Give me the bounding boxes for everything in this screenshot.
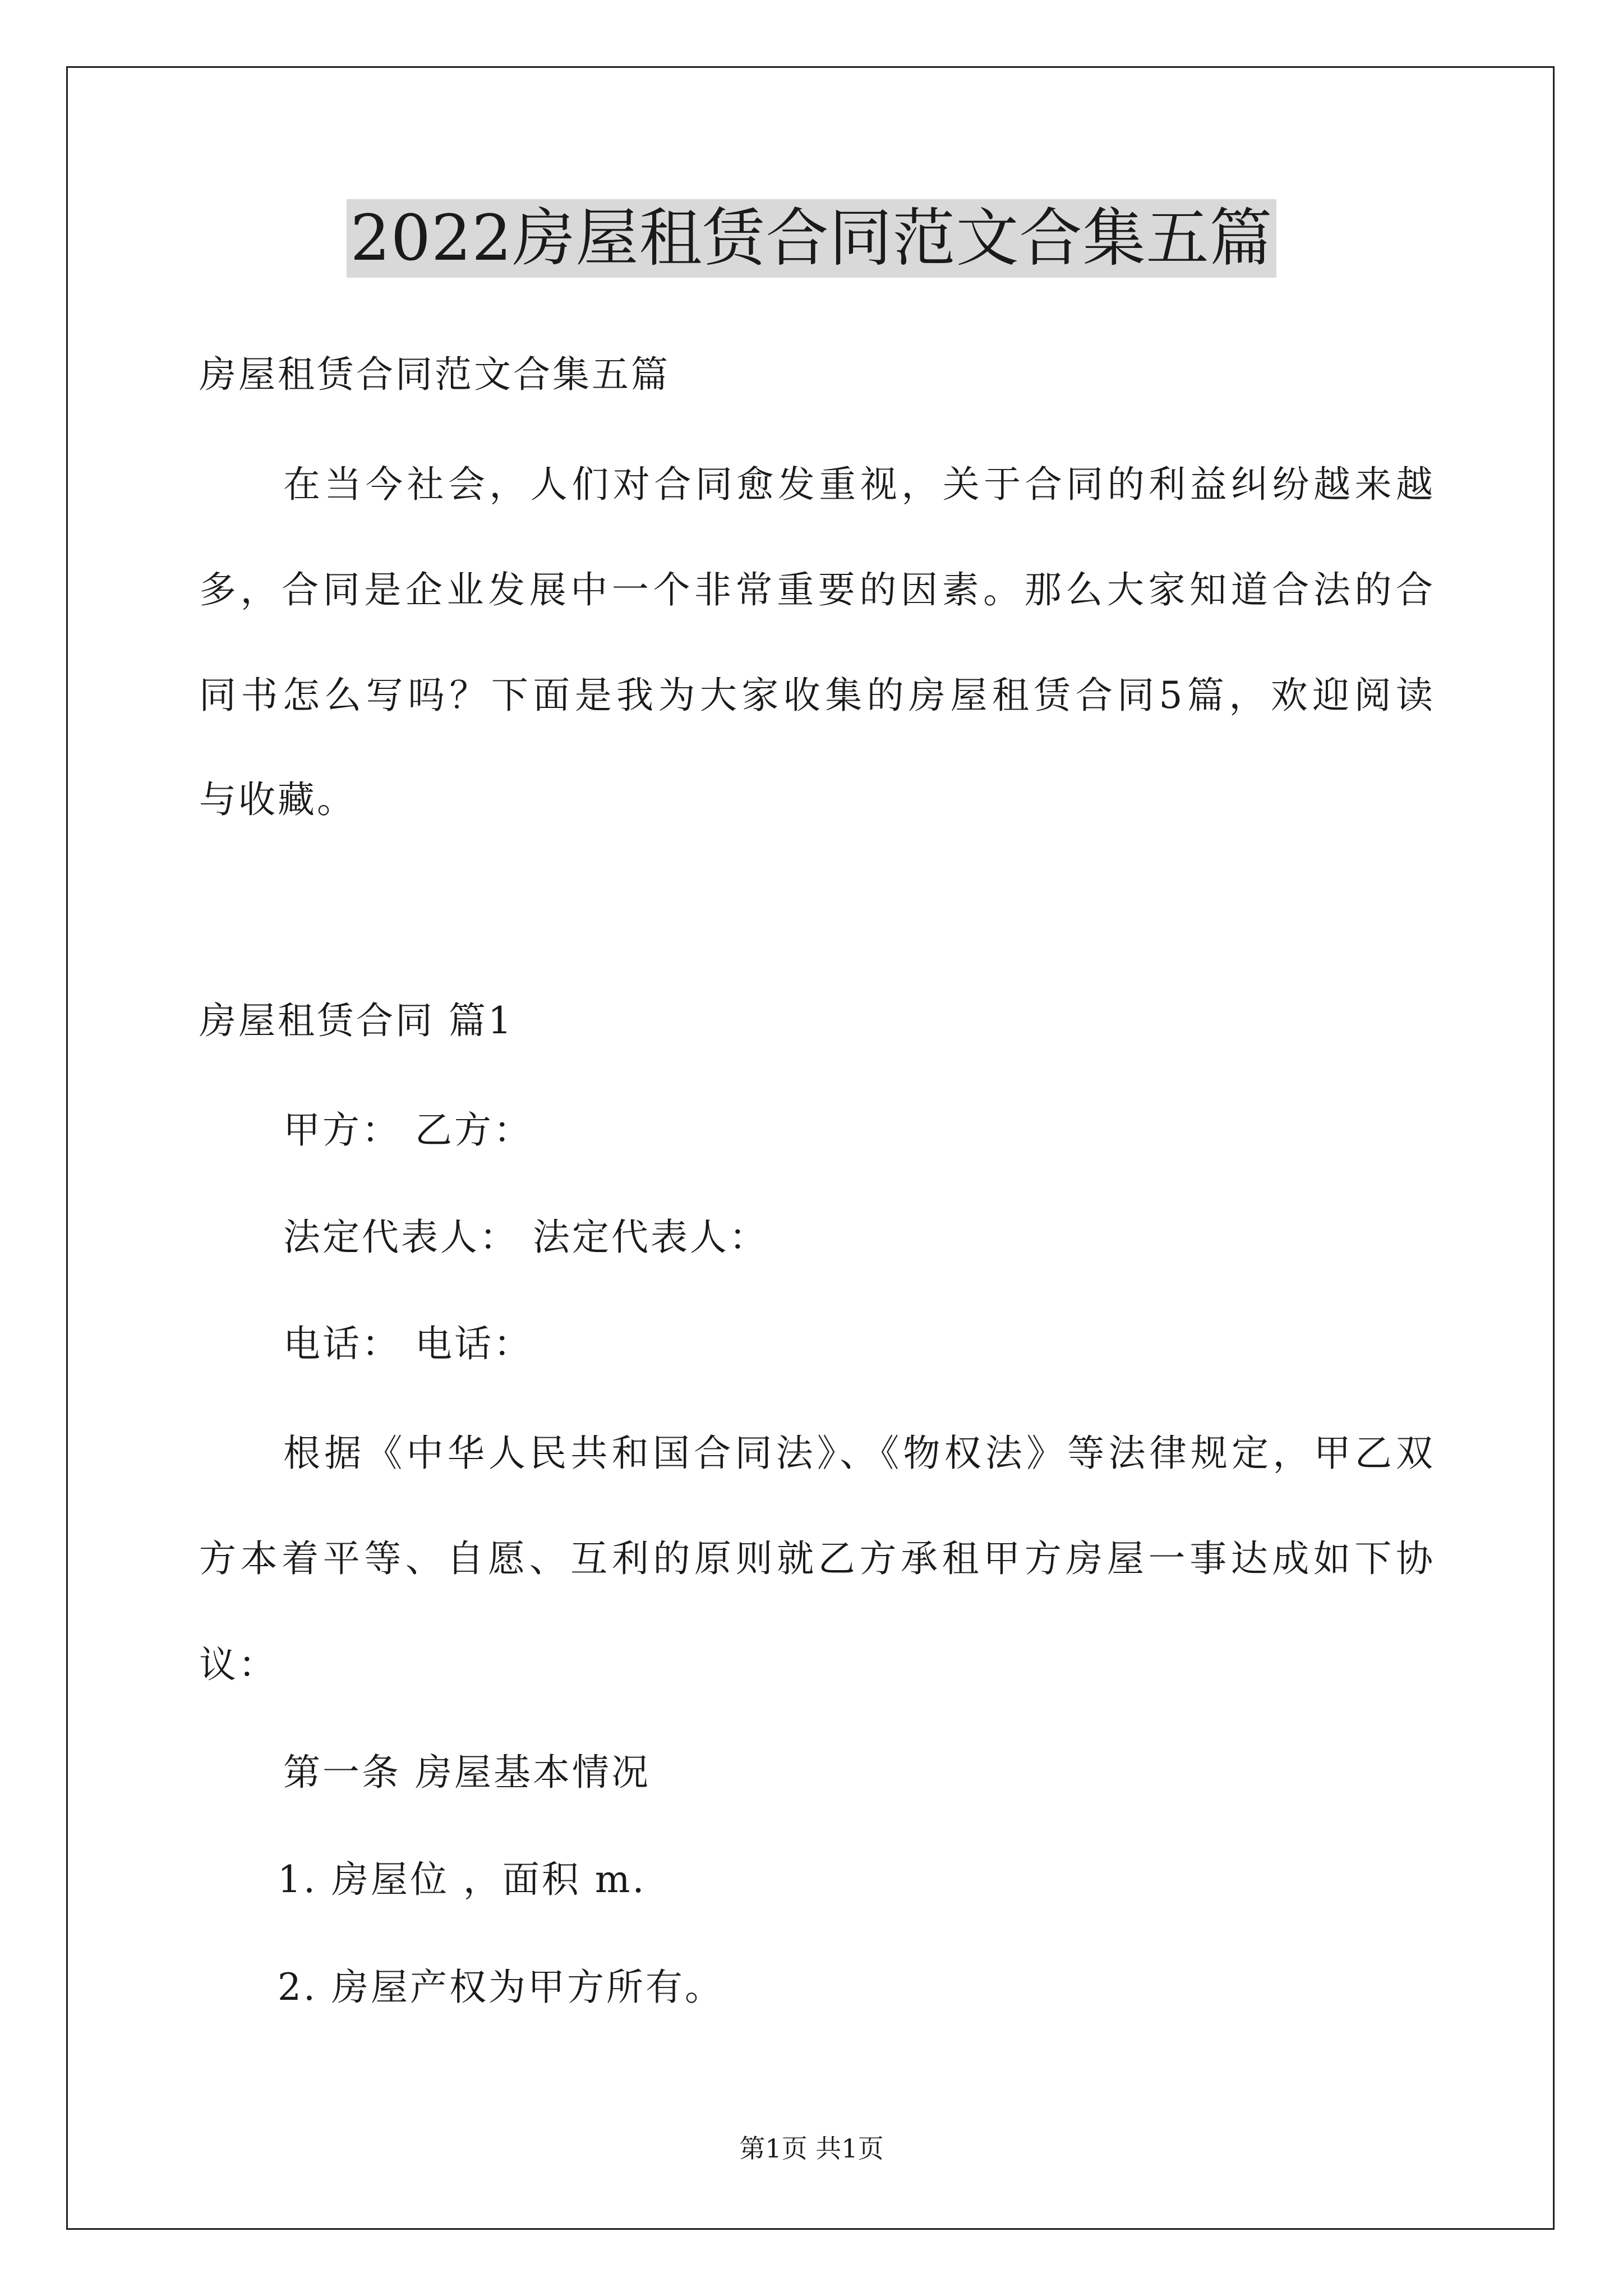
intro-line-4: 与收藏。 — [199, 778, 356, 821]
page-footer: 第1页 共1页 — [739, 2133, 884, 2164]
representative-line: 法定代表人： 法定代表人： — [283, 1216, 768, 1259]
basis-line-3: 议： — [199, 1643, 278, 1686]
intro-line-1: 在当今社会，人们对合同愈发重视，关于合同的利益纠纷越来越 — [283, 463, 1433, 506]
intro-line-2: 多，合同是企业发展中一个非常重要的因素。那么大家知道合法的合 — [199, 568, 1433, 611]
item-2: 2. 房屋产权为甲方所有。 — [278, 1966, 724, 2009]
basis-line-2: 方本着平等、自愿、互利的原则就乙方承租甲方房屋一事达成如下协 — [199, 1537, 1433, 1580]
item-1: 1. 房屋位 ，面积 m. — [278, 1858, 647, 1901]
party-line: 甲方： 乙方： — [283, 1108, 533, 1152]
basis-line-1: 根据《中华人民共和国合同法》、《物权法》等法律规定，甲乙双 — [283, 1432, 1433, 1475]
section-heading: 房屋租赁合同 篇1 — [199, 999, 514, 1042]
intro-line-3: 同书怎么写吗？下面是我为大家收集的房屋租赁合同5篇，欢迎阅读 — [199, 674, 1433, 717]
article-heading: 第一条 房屋基本情况 — [283, 1751, 651, 1794]
phone-line: 电话： 电话： — [283, 1322, 533, 1365]
title-container — [0, 199, 1623, 278]
document-subtitle: 房屋租赁合同范文合集五篇 — [199, 353, 670, 396]
document-title: 2022房屋租赁合同范文合集五篇 — [347, 199, 1276, 278]
